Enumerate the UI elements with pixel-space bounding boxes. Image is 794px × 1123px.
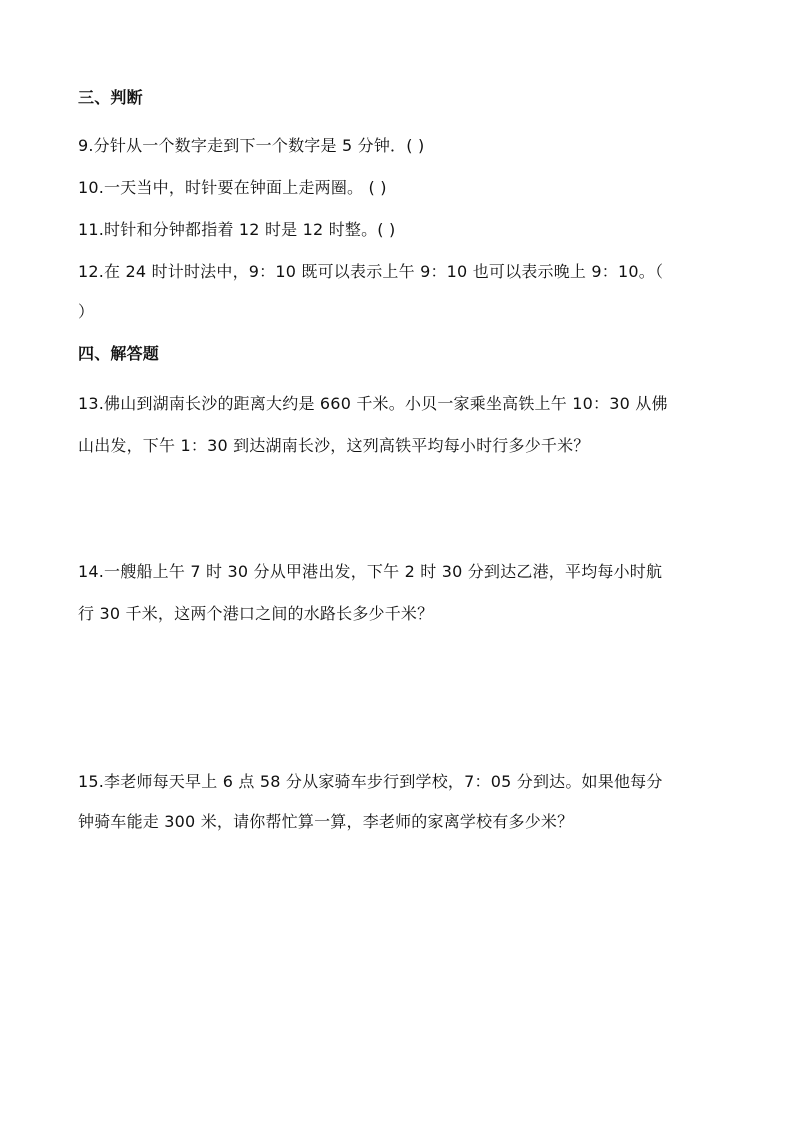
section-heading-judgment: 三、判断 — [78, 88, 143, 107]
question-15-line-2: 钟骑车能走 300 米，请你帮忙算一算，李老师的家离学校有多少米？ — [78, 812, 574, 831]
question-13-line-1: 13.佛山到湖南长沙的距离大约是 660 千米。小贝一家乘坐高铁上午 10：30 从佛 — [78, 394, 668, 413]
question-9: 9.分针从一个数字走到下一个数字是 5 分钟．( ) — [78, 136, 425, 155]
question-14-line-2: 行 30 千米，这两个港口之间的水路长多少千米？ — [78, 604, 434, 623]
question-12-line-1: 12.在 24 时计时法中，9：10 既可以表示上午 9：10 也可以表示晚上 9：10。（ — [78, 262, 664, 281]
section-heading-answer-questions: 四、解答题 — [78, 344, 160, 363]
question-13-line-2: 山出发，下午 1：30 到达湖南长沙，这列高铁平均每小时行多少千米？ — [78, 436, 590, 455]
question-14-line-1: 14.一艘船上午 7 时 30 分从甲港出发，下午 2 时 30 分到达乙港，平均每小时航 — [78, 562, 663, 581]
question-15-line-1: 15.李老师每天早上 6 点 58 分从家骑车步行到学校，7：05 分到达。如果他每分 — [78, 772, 663, 791]
question-12-line-2: ） — [78, 302, 95, 321]
question-11: 11.时针和分钟都指着 12 时是 12 时整。( ) — [78, 220, 396, 239]
question-10: 10.一天当中，时针要在钟面上走两圈。 ( ) — [78, 178, 387, 197]
